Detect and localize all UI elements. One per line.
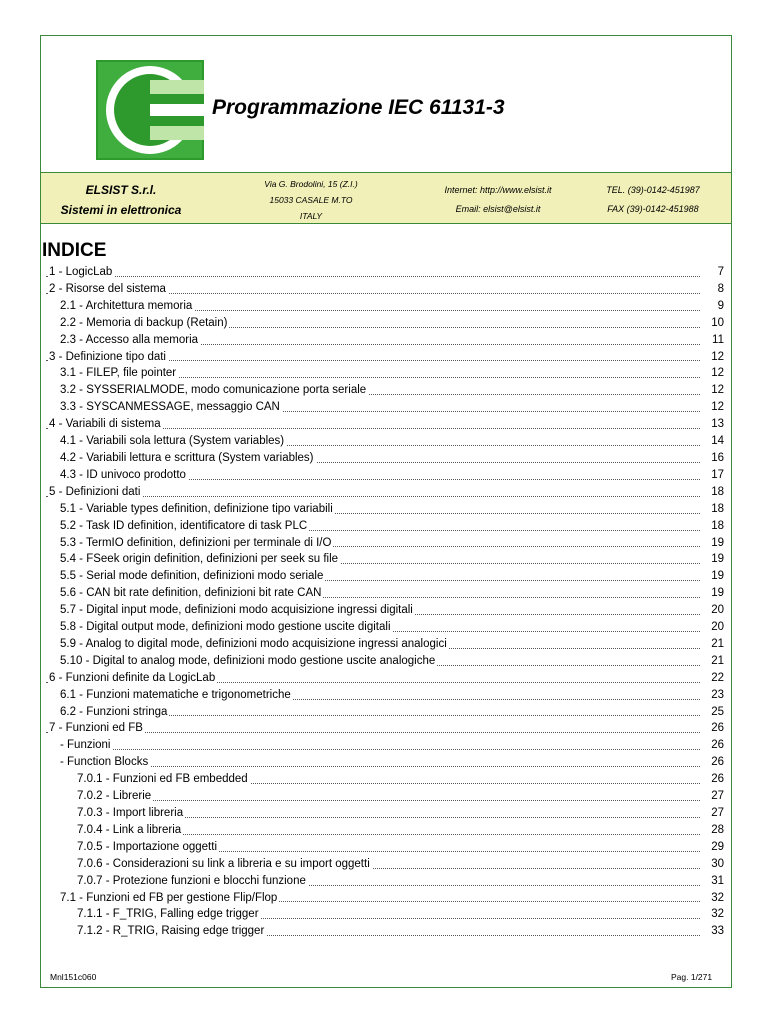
company-name: ELSIST S.r.l. [85,183,157,197]
toc-entry-title: 5.2 - Task ID definition, identificatore di task PLC [60,519,308,532]
toc-entry-title: 4 - Variabili di sistema [49,418,161,431]
toc-entry-title: - Funzioni [60,739,111,752]
toc-entry-page: 26 [709,771,724,788]
toc-entry[interactable] [46,890,724,907]
document-title: Programmazione IEC 61131-3 [212,96,505,119]
toc-entry-title: 5.6 - CAN bit rate definition, definizioni bit rate CAN [60,587,322,600]
toc-entry-page: 21 [709,636,724,653]
toc-entry[interactable] [46,382,724,399]
toc-entry-title: 7.0.6 - Considerazioni su link a libreria e su import oggetti [77,857,370,870]
toc-entry-title: 7.0.3 - Import libreria [77,807,184,819]
toc-entry[interactable] [46,619,724,636]
toc-entry-page: 32 [709,906,724,923]
toc-entry[interactable] [46,365,724,382]
company-tagline: Sistemi in elettronica [60,203,182,217]
toc-entry-page: 12 [709,349,724,366]
toc-entry[interactable] [46,636,724,653]
toc-entry[interactable] [46,332,724,349]
toc-entry-page: 21 [709,653,724,670]
toc-entry-title: 5.8 - Digital output mode, definizioni modo gestione uscite digitali [60,621,391,634]
toc-entry-page: 13 [709,416,724,433]
toc-entry[interactable] [46,349,724,366]
toc-entry-page: 12 [709,382,724,399]
toc-entry[interactable] [46,687,724,704]
address-line: Via G. Brodolini, 15 (Z.I.) [264,179,358,189]
toc-entry-title: 7.0.2 - Librerie [77,790,152,803]
toc-entry[interactable] [46,822,724,839]
toc-entry-page: 18 [709,484,724,501]
contact-phone-block [588,181,718,219]
toc-entry-page: 20 [709,602,724,619]
telephone-number: TEL. (39)-0142-451987 [606,185,700,195]
toc-entry-title: 6 - Funzioni definite da LogicLab [49,671,216,684]
toc-entry-title: 3 - Definizione tipo dati [49,350,166,363]
toc-entry[interactable] [46,399,724,416]
company-block [41,180,201,220]
toc-entry-title: 3.2 - SYSSERIALMODE, modo comunicazione porta seriale [60,384,367,397]
toc-entry-title: 7.0.7 - Protezione funzioni e blocchi funzione [77,874,306,887]
toc-entry-page: 25 [709,704,724,721]
toc-entry-page: 14 [709,433,724,450]
toc-entry-page: 30 [709,856,724,873]
toc-entry-title: 4.3 - ID univoco prodotto [60,468,186,481]
toc-entry-title: 5.7 - Digital input mode, definizioni modo acquisizione ingressi digitali [60,604,413,617]
toc-entry-title: 5 - Definizioni dati [49,485,141,498]
toc-entry[interactable] [46,873,724,890]
toc-entry[interactable] [46,856,724,873]
toc-entry-page: 7 [716,264,724,281]
toc-entry[interactable] [46,585,724,602]
toc-entry-page: 33 [709,923,724,940]
toc-entry[interactable] [46,535,724,552]
address-line: ITALY [299,211,323,221]
toc-entry-title: 5.3 - TermIO definition, definizioni per terminale di I/O [60,536,332,549]
contact-web-block [418,181,578,219]
toc-entry[interactable] [46,484,724,501]
toc-entry-title: 6.2 - Funzioni stringa [60,705,168,718]
toc-entry-page: 27 [709,788,724,805]
toc-entry-page: 23 [709,687,724,704]
toc-entry-title: 7.1.2 - R_TRIG, Raising edge trigger [77,925,265,938]
toc-entry-page: 32 [709,890,724,907]
toc-entry-title: 5.5 - Serial mode definition, definizioni modo seriale [60,570,324,583]
toc-heading: INDICE [42,240,107,261]
address-line: 15033 CASALE M.TO [269,195,353,205]
toc-entry-page: 19 [709,585,724,602]
toc-entry[interactable] [46,450,724,467]
toc-entry-page: 16 [709,450,724,467]
toc-entry-page: 12 [709,365,724,382]
toc-entry-page: 22 [709,670,724,687]
toc-entry-page: 26 [709,720,724,737]
internet-link[interactable]: Internet: http://www.elsist.it [444,185,552,195]
toc-entry[interactable] [46,771,724,788]
toc-entry[interactable] [46,518,724,535]
toc-entry[interactable] [46,805,724,822]
toc-entry-page: 19 [709,535,724,552]
toc-entry-title: 5.1 - Variable types definition, definizione tipo variabili [60,502,333,515]
toc-entry-page: 29 [709,839,724,856]
toc-entry-title: 7.0.4 - Link a libreria [77,823,182,836]
toc-entry-page: 20 [709,619,724,636]
toc-entry-title: 3.3 - SYSCANMESSAGE, messaggio CAN [60,401,280,414]
toc-entry-title: 2.2 - Memoria di backup (Retain) [60,316,228,329]
toc-entry-page: 10 [709,315,724,332]
toc-entry-title: 6.1 - Funzioni matematiche e trigonometriche [60,688,291,701]
toc-entry-page: 31 [709,873,724,890]
elsist-logo-icon [96,60,204,160]
toc-entry-title: 7 - Funzioni ed FB [49,722,143,735]
toc-entry[interactable] [46,704,724,721]
toc-entry-page: 18 [709,518,724,535]
toc-entry-title: 2.1 - Architettura memoria [60,299,193,312]
toc-entry-title: 7.0.5 - Importazione oggetti [77,840,217,853]
toc-entry[interactable] [46,433,724,450]
toc-entry-title: - Function Blocks [60,756,149,769]
toc-entry[interactable] [46,315,724,332]
toc-entry[interactable] [46,551,724,568]
toc-entry[interactable] [46,467,724,484]
toc-entry-page: 8 [716,281,724,298]
fax-number: FAX (39)-0142-451988 [607,204,699,214]
toc-entry-page: 17 [709,467,724,484]
toc-entry[interactable] [46,416,724,433]
toc-entry[interactable] [46,720,724,737]
toc-entry[interactable] [46,788,724,805]
toc-entry-page: 26 [709,754,724,771]
toc-entry-title: 2 - Risorse del sistema [49,282,166,295]
toc-entry-page: 12 [709,399,724,416]
toc-entry[interactable] [46,298,724,315]
toc-entry-title: 1 - LogicLab [49,266,113,278]
toc-entry[interactable] [46,839,724,856]
toc-entry-title: 7.1 - Funzioni ed FB per gestione Flip/Flop [60,891,278,904]
toc-entry-page: 26 [709,737,724,754]
toc-entry[interactable] [46,737,724,754]
email-link[interactable]: Email: elsist@elsist.it [455,204,541,214]
toc-entry-page: 11 [710,332,724,349]
document-code: Mnl151c060 [50,972,97,982]
toc-entry-title: 5.10 - Digital to analog mode, definizioni modo gestione uscite analogiche [60,654,436,667]
toc-entry[interactable] [46,906,724,923]
toc-entry[interactable] [46,602,724,619]
toc-entry[interactable] [46,754,724,771]
toc-entry-title: 3.1 - FILEP, file pointer [60,367,177,380]
toc-entry-page: 27 [709,805,724,822]
toc-entry-title: 5.9 - Analog to digital mode, definizioni modo acquisizione ingressi analogici [60,637,447,650]
toc-entry-title: 4.2 - Variabili lettura e scrittura (System variables) [60,451,314,464]
address-block [236,176,386,224]
toc-entry-page: 19 [709,551,724,568]
toc-entry-title: 4.1 - Variabili sola lettura (System variables) [60,435,285,448]
toc-entry-page: 9 [716,298,724,315]
page-number: Pag. 1/271 [671,972,713,982]
toc-entry[interactable] [46,501,724,518]
table-of-contents [46,264,724,940]
toc-entry[interactable] [46,670,724,687]
toc-entry-page: 19 [709,568,724,585]
toc-entry-title: 7.0.1 - Funzioni ed FB embedded [77,773,248,786]
toc-entry-page: 28 [709,822,724,839]
toc-entry-page: 18 [709,501,724,518]
toc-entry-title: 7.1.1 - F_TRIG, Falling edge trigger [77,908,259,921]
toc-entry[interactable] [46,653,724,670]
toc-entry-title: 5.4 - FSeek origin definition, definizioni per seek su file [60,553,339,566]
toc-entry[interactable] [46,281,724,298]
toc-entry[interactable] [46,568,724,585]
toc-entry[interactable] [46,264,724,281]
toc-entry-title: 2.3 - Accesso alla memoria [60,333,199,346]
toc-entry[interactable] [46,923,724,940]
